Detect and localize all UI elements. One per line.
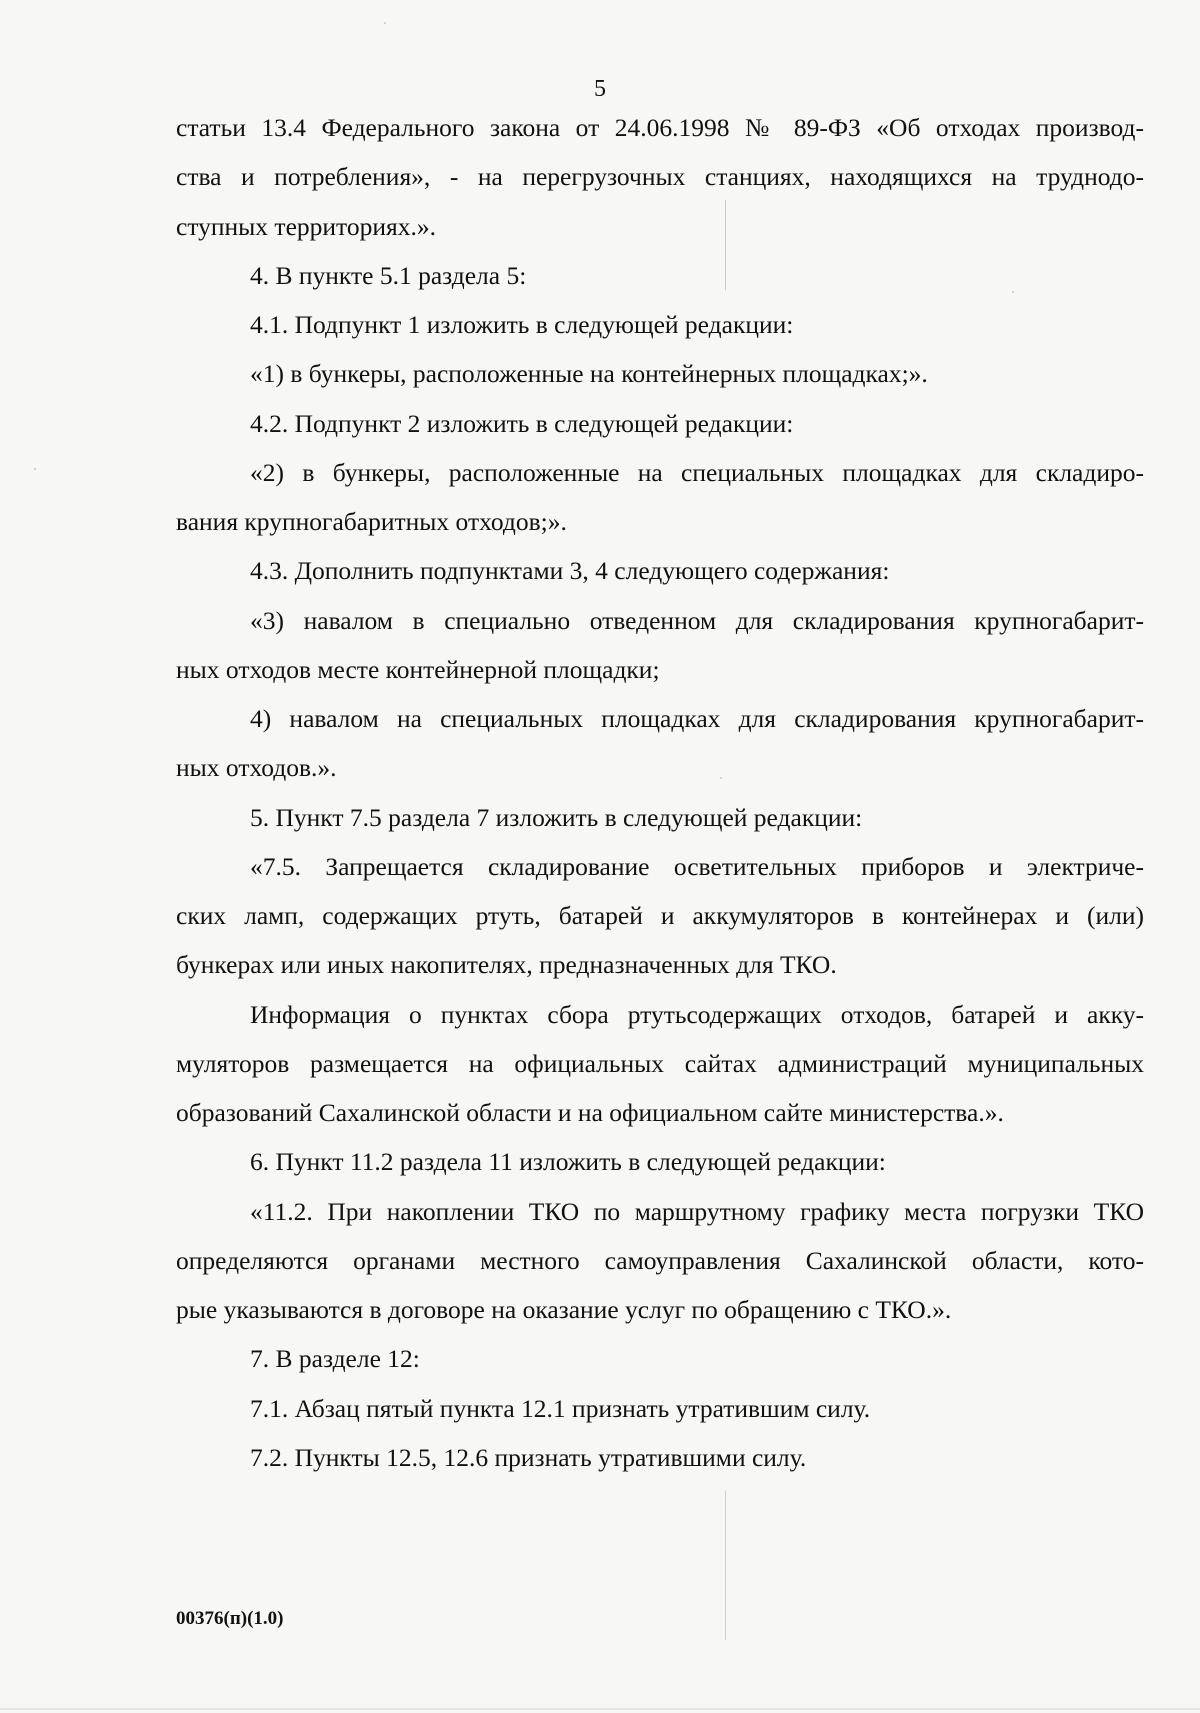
text-line: «3) навалом в специально отведенном для складирования крупногабарит- — [250, 605, 1144, 635]
text-line: ских ламп, содержащих ртуть, батарей и аккумуляторов в контейнерах и (или) — [176, 901, 1144, 930]
text-line: «2) в бункеры, расположенные на специальных площадках для складиро- — [250, 457, 1144, 487]
document-body — [176, 113, 1144, 1492]
text-line: 4) навалом на специальных площадках для складирования крупногабарит- — [250, 704, 1144, 733]
scan-artifact — [720, 777, 722, 779]
scan-artifact — [725, 200, 726, 290]
text-line: ных отходов.». — [176, 753, 337, 783]
page-number: 5 — [594, 76, 606, 102]
document-code: 00376(п)(1.0) — [176, 1608, 284, 1629]
text-line: муляторов размещается на официальных сайтах администраций муниципальных — [176, 1048, 1144, 1078]
text-line: «7.5. Запрещается складирование осветительных приборов и электриче- — [250, 851, 1144, 881]
text-line: определяются органами местного самоуправления Сахалинской области, кото- — [176, 1245, 1144, 1275]
scan-artifact — [0, 1708, 1200, 1710]
text-line: «11.2. При накоплении ТКО по маршрутному графику места погрузки ТКО — [250, 1196, 1144, 1226]
paragraph-heading: 4.3. Дополнить подпунктами 3, 4 следующего содержания: — [250, 556, 890, 586]
scan-artifact — [725, 1490, 726, 1640]
text-line: вания крупногабаритных отходов;». — [176, 507, 567, 536]
text-line: ства и потребления», - на перегрузочных станциях, находящихся на труднодо- — [176, 162, 1144, 192]
text-line: ных отходов месте контейнерной площадки; — [176, 654, 660, 684]
paragraph-heading: 4.2. Подпункт 2 изложить в следующей редакции: — [250, 408, 794, 438]
text-line: «1) в бункеры, расположенные на контейнерных площадках;». — [250, 359, 928, 389]
text-line: ступных территориях.». — [176, 211, 436, 241]
text-line: 7.2. Пункты 12.5, 12.6 признать утратившими силу. — [250, 1442, 807, 1472]
text-line: рые указываются в договоре на оказание услуг по обращению с ТКО.». — [176, 1295, 952, 1324]
paragraph-heading: 4.1. Подпункт 1 изложить в следующей редакции: — [250, 310, 794, 339]
paragraph-heading: 4. В пункте 5.1 раздела 5: — [250, 260, 527, 290]
scan-artifact — [1124, 1009, 1126, 1011]
paragraph-heading: 6. Пункт 11.2 раздела 11 изложить в следующей редакции: — [250, 1147, 886, 1177]
paragraph-heading: 5. Пункт 7.5 раздела 7 изложить в следующей редакции: — [250, 802, 863, 832]
scan-artifact — [384, 22, 386, 24]
paragraph-heading: 7. В разделе 12: — [250, 1344, 420, 1374]
text-line: образований Сахалинской области и на официальном сайте министерства.». — [176, 1098, 1004, 1127]
scan-artifact — [34, 468, 36, 470]
text-line: Информация о пунктах сбора ртутьсодержащих отходов, батарей и акку- — [250, 999, 1144, 1029]
text-line: 7.1. Абзац пятый пункта 12.1 признать утратившим силу. — [250, 1393, 871, 1423]
scan-artifact — [1012, 291, 1014, 293]
text-line: бункерах или иных накопителях, предназначенных для ТКО. — [176, 950, 837, 980]
text-line: статьи 13.4 Федерального закона от 24.06.1998 № 89-ФЗ «Об отходах производ- — [176, 113, 1144, 142]
